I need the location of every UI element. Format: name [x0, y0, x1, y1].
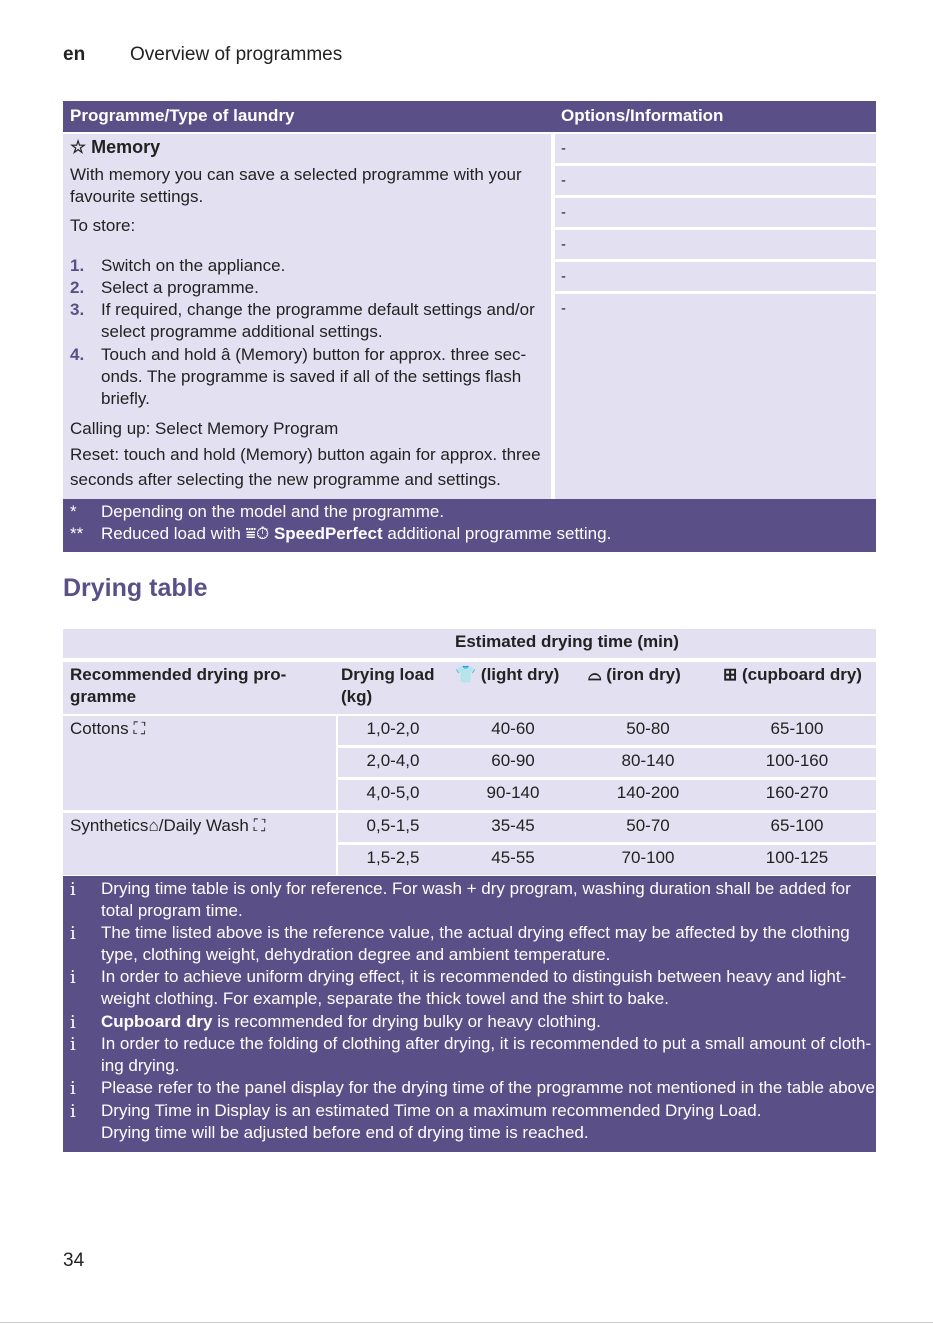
to-store-label: To store: — [70, 216, 136, 235]
calling-up: Calling up: Select Memory Program — [70, 419, 339, 438]
col-programme: Programme/Type of laundry — [70, 106, 295, 125]
info-icon: i — [70, 967, 76, 988]
daily-wash-icon: ⛶ — [253, 816, 266, 835]
memory-intro: With memory you can save a selected programme with your — [70, 165, 522, 184]
cottons-icon: ⛶ — [133, 719, 146, 738]
page-number: 34 — [63, 1250, 85, 1271]
option-cell-4: - — [555, 230, 876, 259]
info-icon: i — [70, 1101, 76, 1122]
speedperfect-icon: ⩸⏱ — [245, 524, 270, 543]
info-icon: i — [70, 1078, 76, 1099]
option-cell-6: - — [555, 294, 876, 499]
reset-line-1: Reset: touch and hold (Memory) button again for approx. three — [70, 445, 541, 464]
drying-row-1: 1,0-2,0 40-60 50-80 65-100 — [338, 716, 876, 745]
col-options: Options/Information — [561, 106, 724, 125]
cupboard-icon: ⊞ — [723, 665, 738, 684]
drying-row-4: 0,5-1,5 35-45 50-70 65-100 — [338, 813, 876, 842]
drying-info-box: i Drying time table is only for reference. For wash + dry program, washing duration shall be added for total program time. i The time listed above is the reference value, the actual drying effect may be affected by the clothing type, clothing weight, dehydration degree and ambient temperature. i In order to achieve uniform drying effect, it is recommended to distinguish between heavy and light- weight clothing. For example, separate the thick towel and the shirt to bake. i Cupboard dry is recommended for drying bulky or heavy clothing. i In order to reduce the folding of clothing after drying, it is recommended to put a small amount of cloth- ing drying. i Please refer to the panel display for the drying time of the programme not mentioned in the table above. i Drying Time in Display is an estimated Time on a maximum recommended Drying Load. Drying time will be adjusted before end of drying time is reached. — [63, 876, 876, 1152]
option-cell-3: - — [555, 198, 876, 227]
option-cell-5: - — [555, 262, 876, 291]
memory-description: ☆ Memory With memory you can save a selected programme with your favourite settings. To store: 1. Switch on the appliance. 2. Select a programme. 3. If required, change the programme default settings and/or select programme additional settings. 4. Touch and hold â (Memory) button for approx. three sec- onds. The programme is saved if all of the settings flash briefly. Calling up: Select Memory Program Reset: touch and hold (Memory) button again for approx. three seconds after selecting the new programme and settings. — [63, 134, 551, 499]
programme-table-footnotes — [63, 499, 876, 552]
synthetics-cell: Synthetics⌂/Daily Wash ⛶ — [63, 813, 336, 875]
synthetics-icon: ⌂ — [148, 816, 159, 835]
option-cell-1: - — [555, 134, 876, 163]
drying-table-title: Drying table — [63, 574, 208, 602]
drying-row-5: 1,5-2,5 45-55 70-100 100-125 — [338, 845, 876, 875]
info-icon: i — [70, 923, 76, 944]
drying-row-2: 2,0-4,0 60-90 80-140 100-160 — [338, 748, 876, 777]
star-icon: ☆ — [70, 137, 87, 157]
footnote-1: * Depending on the model and the programme. — [70, 502, 445, 521]
section-title: Overview of programmes — [130, 44, 343, 65]
drying-row-3: 4,0-5,0 90-140 140-200 160-270 — [338, 780, 876, 810]
info-icon: i — [70, 1012, 76, 1033]
programme-table-header — [63, 101, 876, 132]
memory-intro-2: favourite settings. — [70, 187, 204, 206]
language-code: en — [63, 44, 86, 65]
drying-estimated-header: Estimated drying time (min) — [63, 629, 876, 658]
option-cell-2: - — [555, 166, 876, 195]
cottons-cell: Cottons ⛶ — [63, 716, 336, 810]
info-icon: i — [70, 879, 76, 900]
footnote-2: ** Reduced load with ⩸⏱ SpeedPerfect additional programme setting. — [70, 524, 612, 543]
reset-line-2: seconds after selecting the new programme and settings. — [70, 470, 501, 489]
iron-icon: ⌓ — [588, 665, 602, 684]
info-icon: i — [70, 1034, 76, 1055]
memory-title: Memory — [91, 137, 161, 157]
shirt-icon: 👕 — [455, 665, 477, 684]
page-header — [63, 44, 343, 66]
bottom-rule — [0, 1322, 933, 1323]
drying-column-headers: Recommended drying pro- gramme Drying load (kg) 👕 (light dry) ⌓ (iron dry) ⊞ (cupboard dry) — [63, 662, 876, 714]
